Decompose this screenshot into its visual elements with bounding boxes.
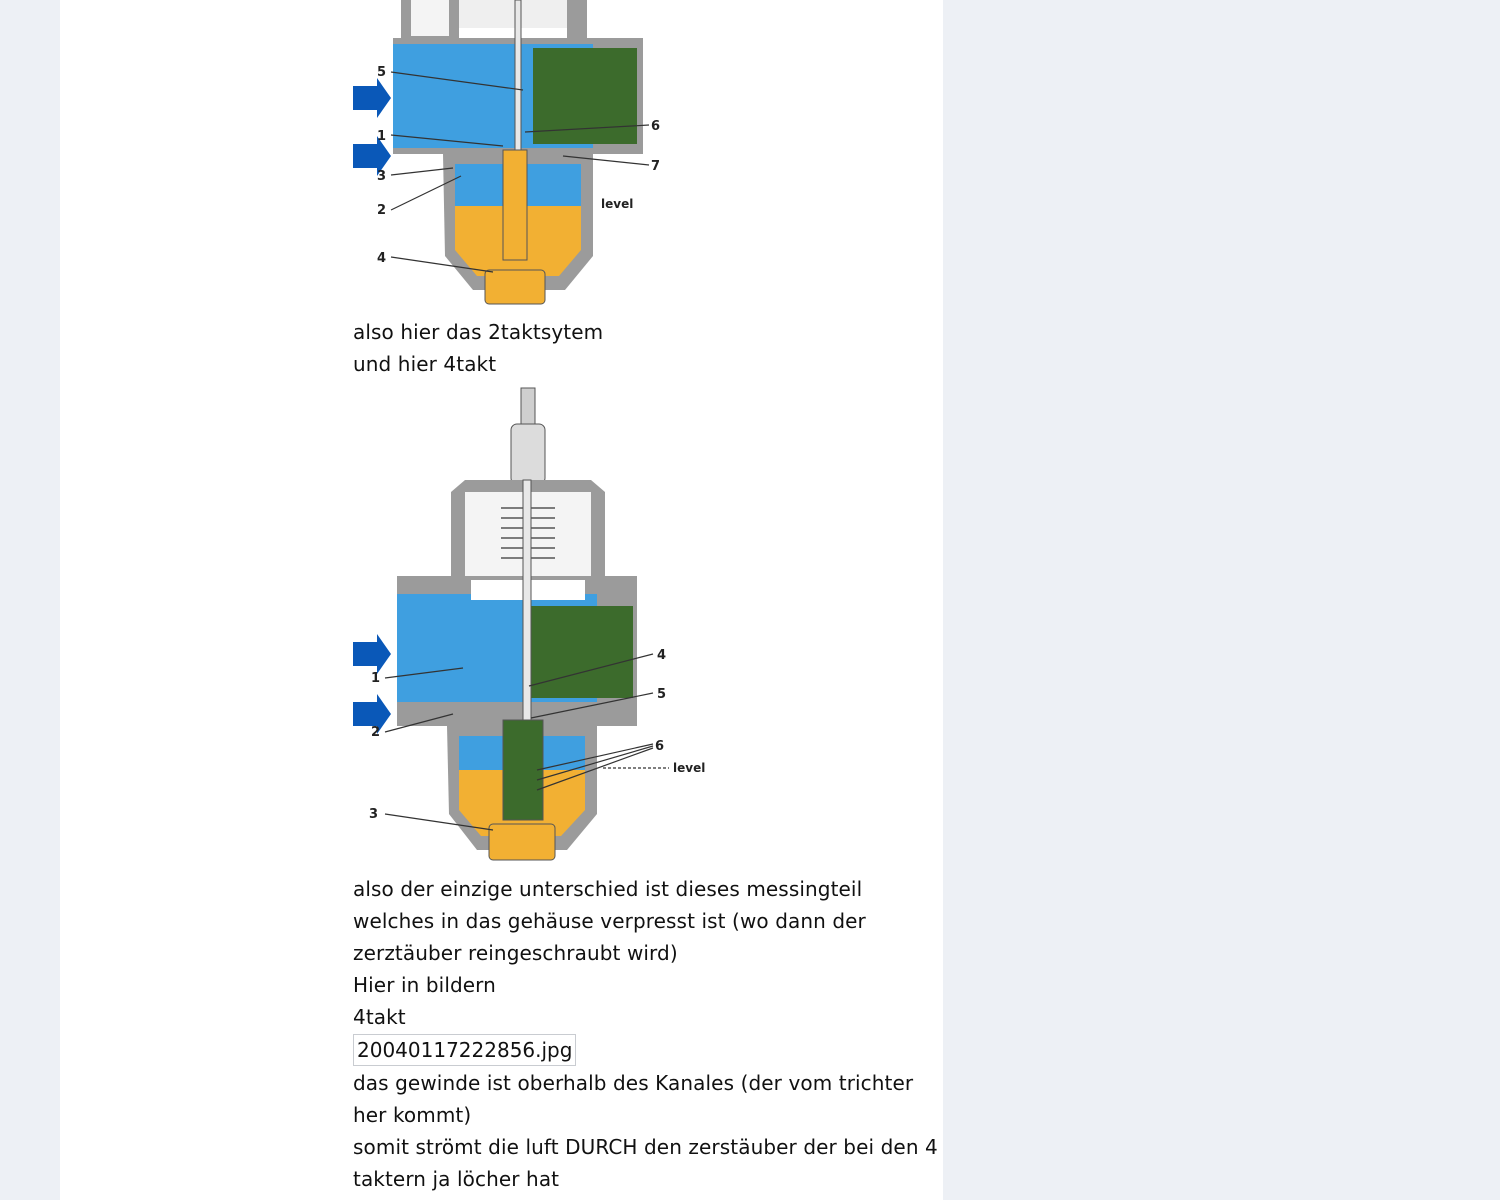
body-wall (567, 0, 587, 38)
attachment-link[interactable]: 20040117222856.jpg (353, 1034, 576, 1066)
post-text-line: somit strömt die luft DURCH den zerstäuber der bei den 4 (353, 1135, 938, 1159)
post-text-line: also der einzige unterschied ist dieses messingteil (353, 877, 863, 901)
post-text-line: zerztäuber reingeschraubt wird) (353, 941, 678, 965)
drain-plug (489, 824, 555, 860)
slide (459, 0, 567, 28)
post-text-line: und hier 4takt (353, 352, 497, 376)
needle (523, 480, 531, 730)
post-text-line: her kommt) (353, 1103, 472, 1127)
level-label: level (601, 197, 634, 211)
jet-holder (503, 150, 527, 260)
post-content (353, 0, 938, 1195)
post-card (60, 0, 943, 1200)
slide-chamber (411, 0, 449, 36)
callout-label: 6 (651, 119, 661, 134)
mixture-zone (533, 48, 637, 144)
mixture-zone (531, 606, 633, 698)
attachment-row (353, 1033, 928, 1067)
carburetor-diagram-2takt (353, 0, 673, 316)
callout-label: 4 (657, 648, 667, 663)
callout-label: 3 (369, 807, 379, 822)
callout-label: 6 (655, 739, 665, 754)
callout-label: 5 (377, 65, 387, 80)
needle (515, 0, 521, 150)
callout-label: 7 (651, 159, 661, 174)
level-label: level (673, 761, 706, 775)
callout-label: 1 (371, 671, 381, 686)
callout-label: 5 (657, 687, 667, 702)
post-text-line: taktern ja löcher hat (353, 1167, 560, 1191)
adjuster-screw (521, 388, 535, 428)
post-text-line: das gewinde ist oberhalb des Kanales (der vom trichter (353, 1071, 914, 1095)
post-text-line: Hier in bildern (353, 973, 496, 997)
callout-label: 1 (377, 129, 387, 144)
drain-plug (485, 270, 545, 304)
post-text-line: 4takt (353, 1005, 406, 1029)
carburetor-diagram-4takt (353, 380, 713, 873)
callout-label: 4 (377, 251, 387, 266)
callout-label: 2 (377, 203, 387, 218)
post-text-line: also hier das 2taktsytem (353, 320, 604, 344)
callout-label: 3 (377, 169, 387, 184)
post-text-line: welches in das gehäuse verpresst ist (wo dann der (353, 909, 866, 933)
adjuster-housing (511, 424, 545, 484)
callout-label: 2 (371, 725, 381, 740)
